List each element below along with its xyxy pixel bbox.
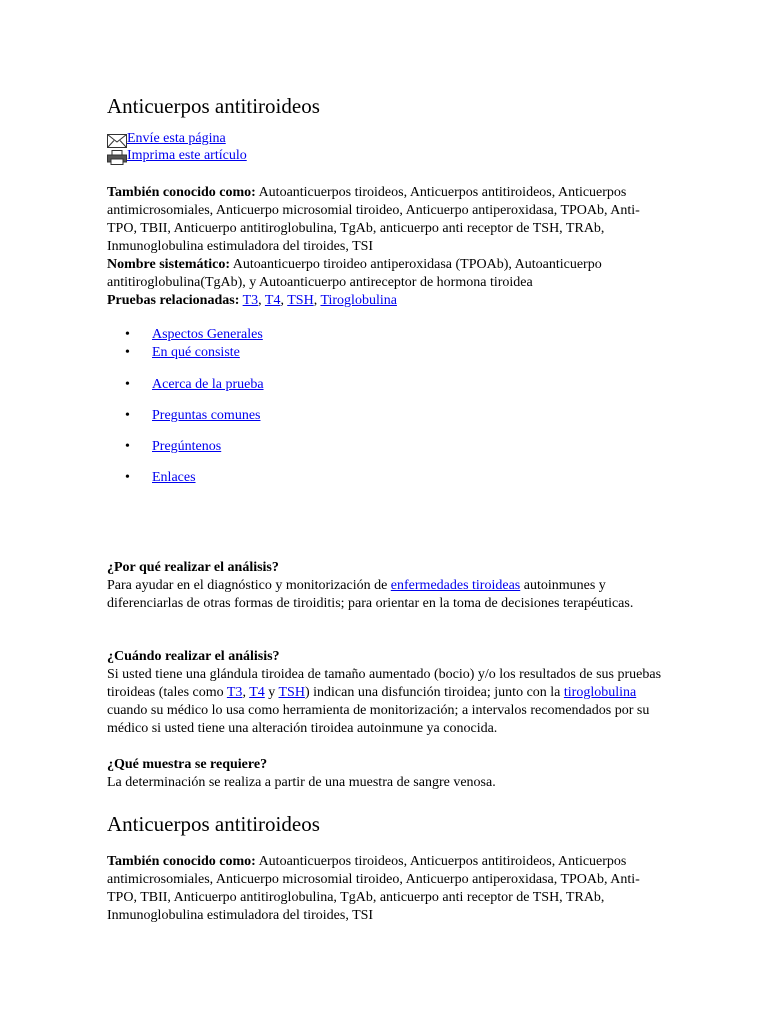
tab-preguntas-comunes[interactable]: Preguntas comunes [152, 408, 261, 423]
tab-acerca-de-la-prueba[interactable]: Acerca de la prueba [152, 377, 264, 392]
also-known-text: Autoanticuerpos tiroideos, Anticuerpos antitiroideos, Anticuerpos antimicrosomiales, Anticuerpo microsomial tiroideo, Anticuerpo antiperoxidasa, TPOAb, Anti-TPO, TBII, Anticuerpo antitiroglobulina, TgAb, anticuerpo anti receptor de TSH, TRAb, Inmunoglobulina estimuladora del tiroides, TSI [107, 185, 640, 254]
email-page-row [107, 131, 247, 148]
link-t3[interactable]: T3 [226, 685, 243, 700]
test-info-repeat [107, 853, 667, 925]
related-link-tiroglobulina[interactable]: Tiroglobulina [320, 293, 397, 308]
related-link-t4[interactable]: T4 [264, 293, 281, 308]
page-title-repeat: Anticuerpos antitiroideos [107, 812, 320, 836]
test-info [107, 184, 667, 310]
section-sample [107, 756, 667, 792]
related-tests: Pruebas relacionadas: T3, T4, TSH, Tiroglobulina [107, 293, 397, 308]
section-body: La determinación se realiza a partir de una muestra de sangre venosa. [107, 775, 496, 790]
also-known-as [107, 853, 667, 925]
related-link-t3[interactable]: T3 [242, 293, 259, 308]
section-body: Para ayudar en el diagnóstico y monitorización de enfermedades tiroideas autoinmunes y diferenciarlas de otras formas de tiroiditis; para orientar en la toma de decisiones terapéuticas. [107, 578, 634, 611]
link-tsh[interactable]: TSH [278, 685, 305, 700]
section-when [107, 648, 667, 738]
print-article-row [107, 148, 247, 165]
page-title: Anticuerpos antitiroideos [107, 94, 320, 118]
related-label: Pruebas relacionadas: [107, 293, 240, 308]
link-t4[interactable]: T4 [249, 685, 265, 700]
link-tiroglobulina[interactable]: tiroglobulina [563, 685, 637, 700]
printer-icon [107, 150, 127, 165]
section-heading: ¿Cuándo realizar el análisis? [107, 649, 280, 664]
systematic-name [107, 256, 667, 292]
tab-en-que-consiste[interactable]: En qué consiste [152, 345, 240, 360]
tab-preguntenos[interactable]: Pregúntenos [152, 439, 222, 454]
systematic-label: Nombre sistemático: [107, 257, 230, 272]
also-known-label: También conocido como: [107, 854, 256, 869]
tab-aspectos-generales[interactable]: Aspectos Generales [152, 327, 263, 342]
link-enfermedades-tiroideas[interactable]: enfermedades tiroideas [390, 578, 521, 593]
print-article-link[interactable]: Imprima este artículo [127, 148, 247, 163]
section-heading: ¿Qué muestra se requiere? [107, 757, 268, 772]
systematic-text: Autoanticuerpo tiroideo antiperoxidasa (TPOAb), Autoanticuerpo antitiroglobulina(TgAb), y Autoanticuerpo antireceptor de hormona tiroidea [107, 257, 602, 290]
section-body: Si usted tiene una glándula tiroidea de tamaño aumentado (bocio) y/o los resultados de sus pruebas tiroideas (tales como T3, T4 y TSH) indican una disfunción tiroidea; junto con la tiroglobulina cuando su médico lo usa como herramienta de monitorización; a intervalos recomendados por su médico si usted tiene una alteración tiroidea autoinmune ya conocida. [107, 667, 662, 736]
email-page-link[interactable]: Envíe esta página [127, 131, 226, 146]
page-actions [107, 131, 247, 165]
also-known-label: También conocido como: [107, 185, 256, 200]
also-known-text: Autoanticuerpos tiroideos, Anticuerpos antitiroideos, Anticuerpos antimicrosomiales, Anticuerpo microsomial tiroideo, Anticuerpo antiperoxidasa, TPOAb, Anti-TPO, TBII, Anticuerpo antitiroglobulina, TgAb, anticuerpo anti receptor de TSH, TRAb, Inmunoglobulina estimuladora del tiroides, TSI [107, 854, 640, 923]
section-why [107, 559, 667, 613]
related-link-tsh[interactable]: TSH [287, 293, 314, 308]
envelope-icon [107, 134, 127, 148]
also-known-as [107, 184, 667, 256]
tab-enlaces[interactable]: Enlaces [152, 470, 196, 485]
section-heading: ¿Por qué realizar el análisis? [107, 560, 279, 575]
